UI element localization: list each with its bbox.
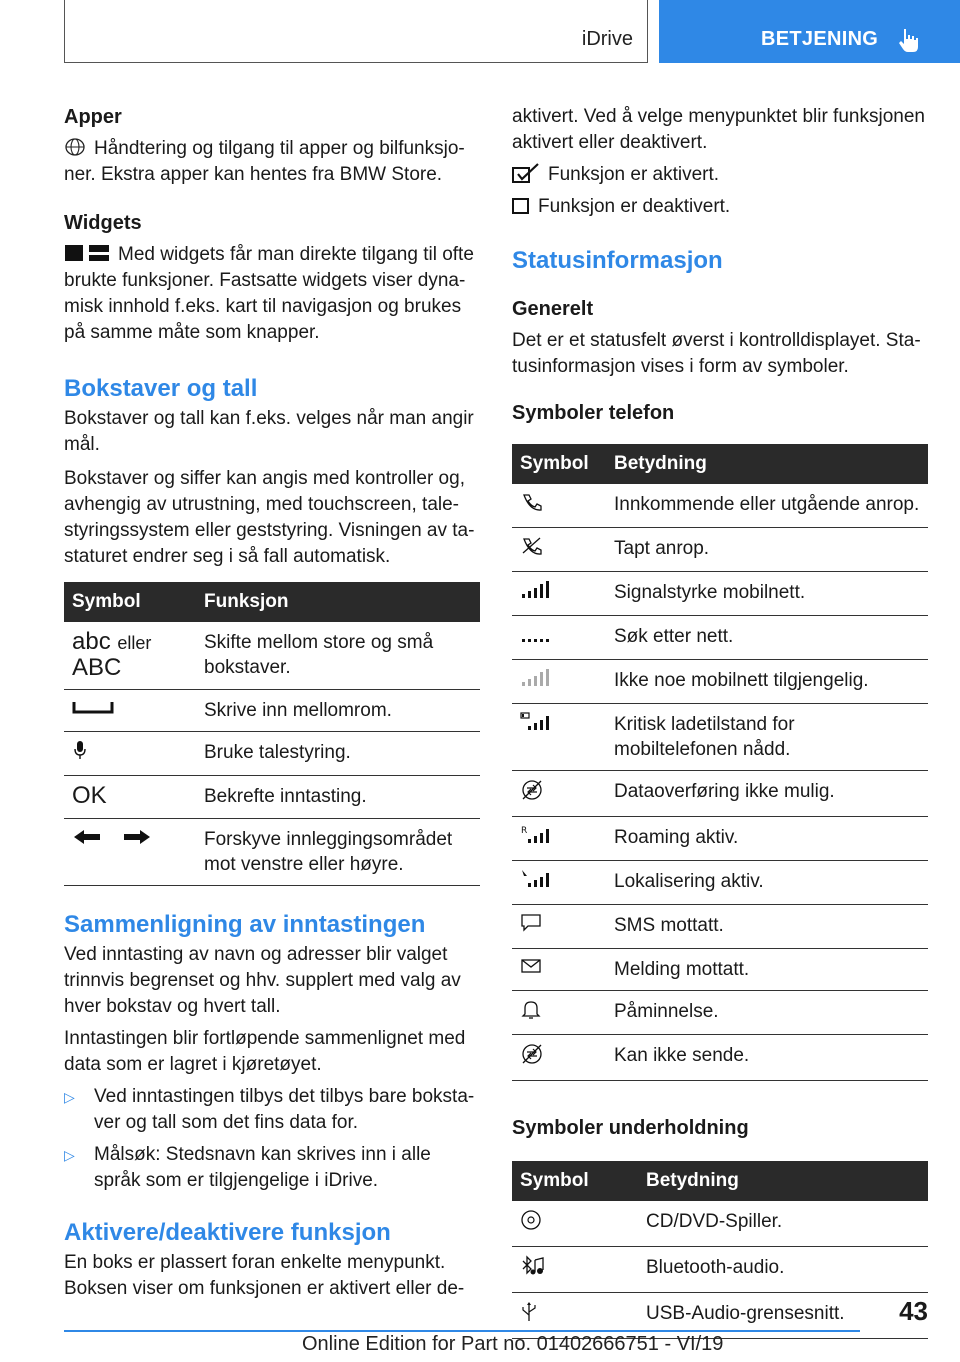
- table-cell: Signalstyrke mobilnett.: [606, 572, 928, 616]
- footer-edition: Online Edition for Part no. 01402666751 - VI/19: [302, 1333, 724, 1355]
- table-cell: Melding mottatt.: [606, 949, 928, 991]
- table-cell: Skifte mellom store og små bokstaver.: [196, 622, 480, 690]
- table-row: [512, 1293, 928, 1339]
- sammen-p2: Inntastingen blir fortløpende sammenlignet med data som er lagret i kjøretøyet.: [64, 1028, 466, 1075]
- right-column: [512, 100, 928, 1339]
- mail-icon: [520, 957, 542, 975]
- status-heading: Statusinformasjon: [512, 247, 723, 274]
- svg-text:R: R: [521, 826, 528, 836]
- no-data-icon: [520, 779, 544, 801]
- eller-text: eller: [117, 633, 152, 653]
- widgets-title: Widgets: [64, 212, 142, 234]
- aktivere-heading: Aktivere/deaktivere funksjon: [64, 1219, 391, 1246]
- usb-icon: [520, 1301, 538, 1323]
- cannot-send-icon: [520, 1043, 544, 1065]
- table-cell: Bluetooth-audio.: [638, 1247, 928, 1293]
- list-item: [64, 1084, 480, 1136]
- column-header-meaning: Betydning: [638, 1161, 928, 1201]
- arrow-left-right-icon: [72, 827, 152, 847]
- abc-ABC-icon: [64, 622, 196, 690]
- apps-globe-icon: [64, 137, 86, 157]
- phone-symbols-table: [512, 444, 928, 1081]
- localization-icon: [520, 869, 550, 889]
- ABC-text: ABC: [72, 654, 122, 681]
- table-cell: USB-Audio-grensesnitt.: [638, 1293, 928, 1339]
- table-header-row: [512, 1161, 928, 1201]
- table-cell: Innkommende eller utgående anrop.: [606, 484, 928, 528]
- table-header-row: [64, 582, 480, 622]
- roaming-icon: [520, 825, 550, 845]
- footer-divider: [64, 1330, 860, 1332]
- header-chapter-title: BETJENING: [761, 28, 879, 50]
- no-network-icon: [520, 668, 550, 688]
- ok-icon: OK: [72, 782, 107, 809]
- triangle-icon: ▷: [64, 1147, 75, 1163]
- table-row: [512, 817, 928, 861]
- table-cell: Lokalisering aktiv.: [606, 861, 928, 905]
- unchecked-text: Funksjon er deaktivert.: [538, 196, 731, 217]
- table-row: [512, 1247, 928, 1293]
- widgets-text-content: Med widgets får man direkte tilgang til ofte brukte funksjoner. Fastsatte widgets viser dyna-misk innhold f.eks. kart til navigasjon og brukes på samme måte som knapper.: [64, 244, 474, 343]
- table-row: [64, 622, 480, 690]
- header-chapter-box: [659, 0, 960, 63]
- table-row: [512, 572, 928, 616]
- table-cell: Kritisk ladetilstand for mobiltelefonen nådd.: [606, 704, 928, 771]
- table-row: [64, 690, 480, 732]
- network-search-icon: [520, 624, 550, 644]
- table-cell: Søk etter nett.: [606, 616, 928, 660]
- table-cell: Roaming aktiv.: [606, 817, 928, 861]
- table-row: [512, 861, 928, 905]
- table-row: [64, 732, 480, 776]
- bullet-list: [64, 1084, 480, 1194]
- page-number: 43: [899, 1296, 928, 1326]
- table-row: [512, 528, 928, 572]
- missed-call-icon: [520, 536, 544, 556]
- table-row: [512, 1035, 928, 1081]
- table-cell: Bruke talestyring.: [196, 732, 480, 776]
- bluetooth-audio-icon: [520, 1255, 546, 1277]
- table-row: [512, 905, 928, 949]
- low-battery-icon: [520, 712, 550, 732]
- header-section-title: iDrive: [581, 28, 633, 50]
- left-column: [64, 100, 480, 1302]
- list-item: [64, 1142, 480, 1194]
- checkbox-unchecked-icon: [512, 197, 530, 215]
- table-header-row: [512, 444, 928, 484]
- letters-table: [64, 582, 480, 886]
- column-header-meaning: Betydning: [606, 444, 928, 484]
- apper-title: Apper: [64, 106, 122, 128]
- table-cell: Dataoverføring ikke mulig.: [606, 771, 928, 817]
- bokstaver-p1: Bokstaver og tall kan f.eks. velges når man angir mål.: [64, 408, 474, 455]
- table-row: [512, 616, 928, 660]
- column-header-symbol: Symbol: [512, 444, 606, 484]
- widgets-icon: [64, 243, 110, 263]
- aktivere-p1: En boks er plassert foran enkelte menypunkt. Boksen viser om funksjonen er aktivert eller de-: [64, 1252, 465, 1299]
- sammen-heading: Sammenligning av inntastingen: [64, 911, 426, 938]
- ent-title: Symboler underholdning: [512, 1117, 749, 1139]
- column-header-symbol: Symbol: [512, 1161, 638, 1201]
- entertainment-symbols-table: [512, 1161, 928, 1339]
- table-cell: Ikke noe mobilnett tilgjengelig.: [606, 660, 928, 704]
- triangle-icon: ▷: [64, 1089, 75, 1105]
- space-bar-icon: [72, 698, 114, 716]
- table-row: [512, 771, 928, 817]
- table-row: [512, 1201, 928, 1247]
- table-cell: Forskyve innleggingsområdet mot venstre eller høyre.: [196, 819, 480, 886]
- bokstaver-p2: Bokstaver og siffer kan angis med kontroller og, avhengig av utrustning, med touchscreen, tale-styringssystem eller geststyring. Visningen av ta-staturet endrer seg i så fall automatisk.: [64, 468, 475, 567]
- table-cell: CD/DVD-Spiller.: [638, 1201, 928, 1247]
- table-row: [512, 704, 928, 771]
- table-row: [64, 776, 480, 819]
- column-header-function: Funksjon: [196, 582, 480, 622]
- widgets-text: [64, 242, 480, 346]
- microphone-icon: [72, 740, 88, 760]
- sms-icon: [520, 913, 542, 933]
- checked-line: [512, 162, 928, 188]
- cd-icon: [520, 1209, 542, 1231]
- table-row: [512, 660, 928, 704]
- table-cell: Bekrefte inntasting.: [196, 776, 480, 819]
- generelt-text: Det er et statusfelt øverst i kontrolldisplayet. Sta-tusinformasjon vises i form av symboler.: [512, 330, 921, 377]
- list-item-text: Målsøk: Stedsnavn kan skrives inn i alle språk som er tilgjengelige i iDrive.: [94, 1144, 431, 1191]
- signal-strength-icon: [520, 580, 550, 600]
- checkbox-checked-icon: [512, 163, 540, 183]
- table-cell: Påminnelse.: [606, 991, 928, 1035]
- table-row: [512, 991, 928, 1035]
- column-header-symbol: Symbol: [64, 582, 196, 622]
- table-cell: Skrive inn mellomrom.: [196, 690, 480, 732]
- unchecked-line: [512, 194, 928, 220]
- apper-text-content: Håndtering og tilgang til apper og bilfunksjo-ner. Ekstra apper kan hentes fra BMW Store.: [64, 138, 465, 185]
- table-cell: SMS mottatt.: [606, 905, 928, 949]
- aktivere-cont: aktivert. Ved å velge menypunktet blir funksjonen aktivert eller deaktivert.: [512, 106, 925, 153]
- incoming-call-icon: [520, 492, 544, 512]
- apper-text: [64, 136, 480, 188]
- checked-text: Funksjon er aktivert.: [548, 164, 720, 185]
- bell-icon: [520, 999, 542, 1019]
- table-row: [512, 949, 928, 991]
- table-cell: Tapt anrop.: [606, 528, 928, 572]
- tel-title: Symboler telefon: [512, 402, 675, 424]
- header-section-box: [64, 0, 648, 63]
- list-item-text: Ved inntastingen tilbys det tilbys bare boksta-ver og tall som det fins data for.: [94, 1086, 475, 1133]
- sammen-p1: Ved inntasting av navn og adresser blir valget trinnvis begrenset og hhv. supplert med valg av hver bokstav og hvert tall.: [64, 944, 461, 1017]
- abc-text: abc: [72, 628, 111, 655]
- bokstaver-heading: Bokstaver og tall: [64, 375, 258, 402]
- table-row: [512, 484, 928, 528]
- table-row: [64, 819, 480, 886]
- generelt-title: Generelt: [512, 298, 594, 320]
- hand-pointer-icon: [894, 25, 924, 55]
- table-cell: Kan ikke sende.: [606, 1035, 928, 1081]
